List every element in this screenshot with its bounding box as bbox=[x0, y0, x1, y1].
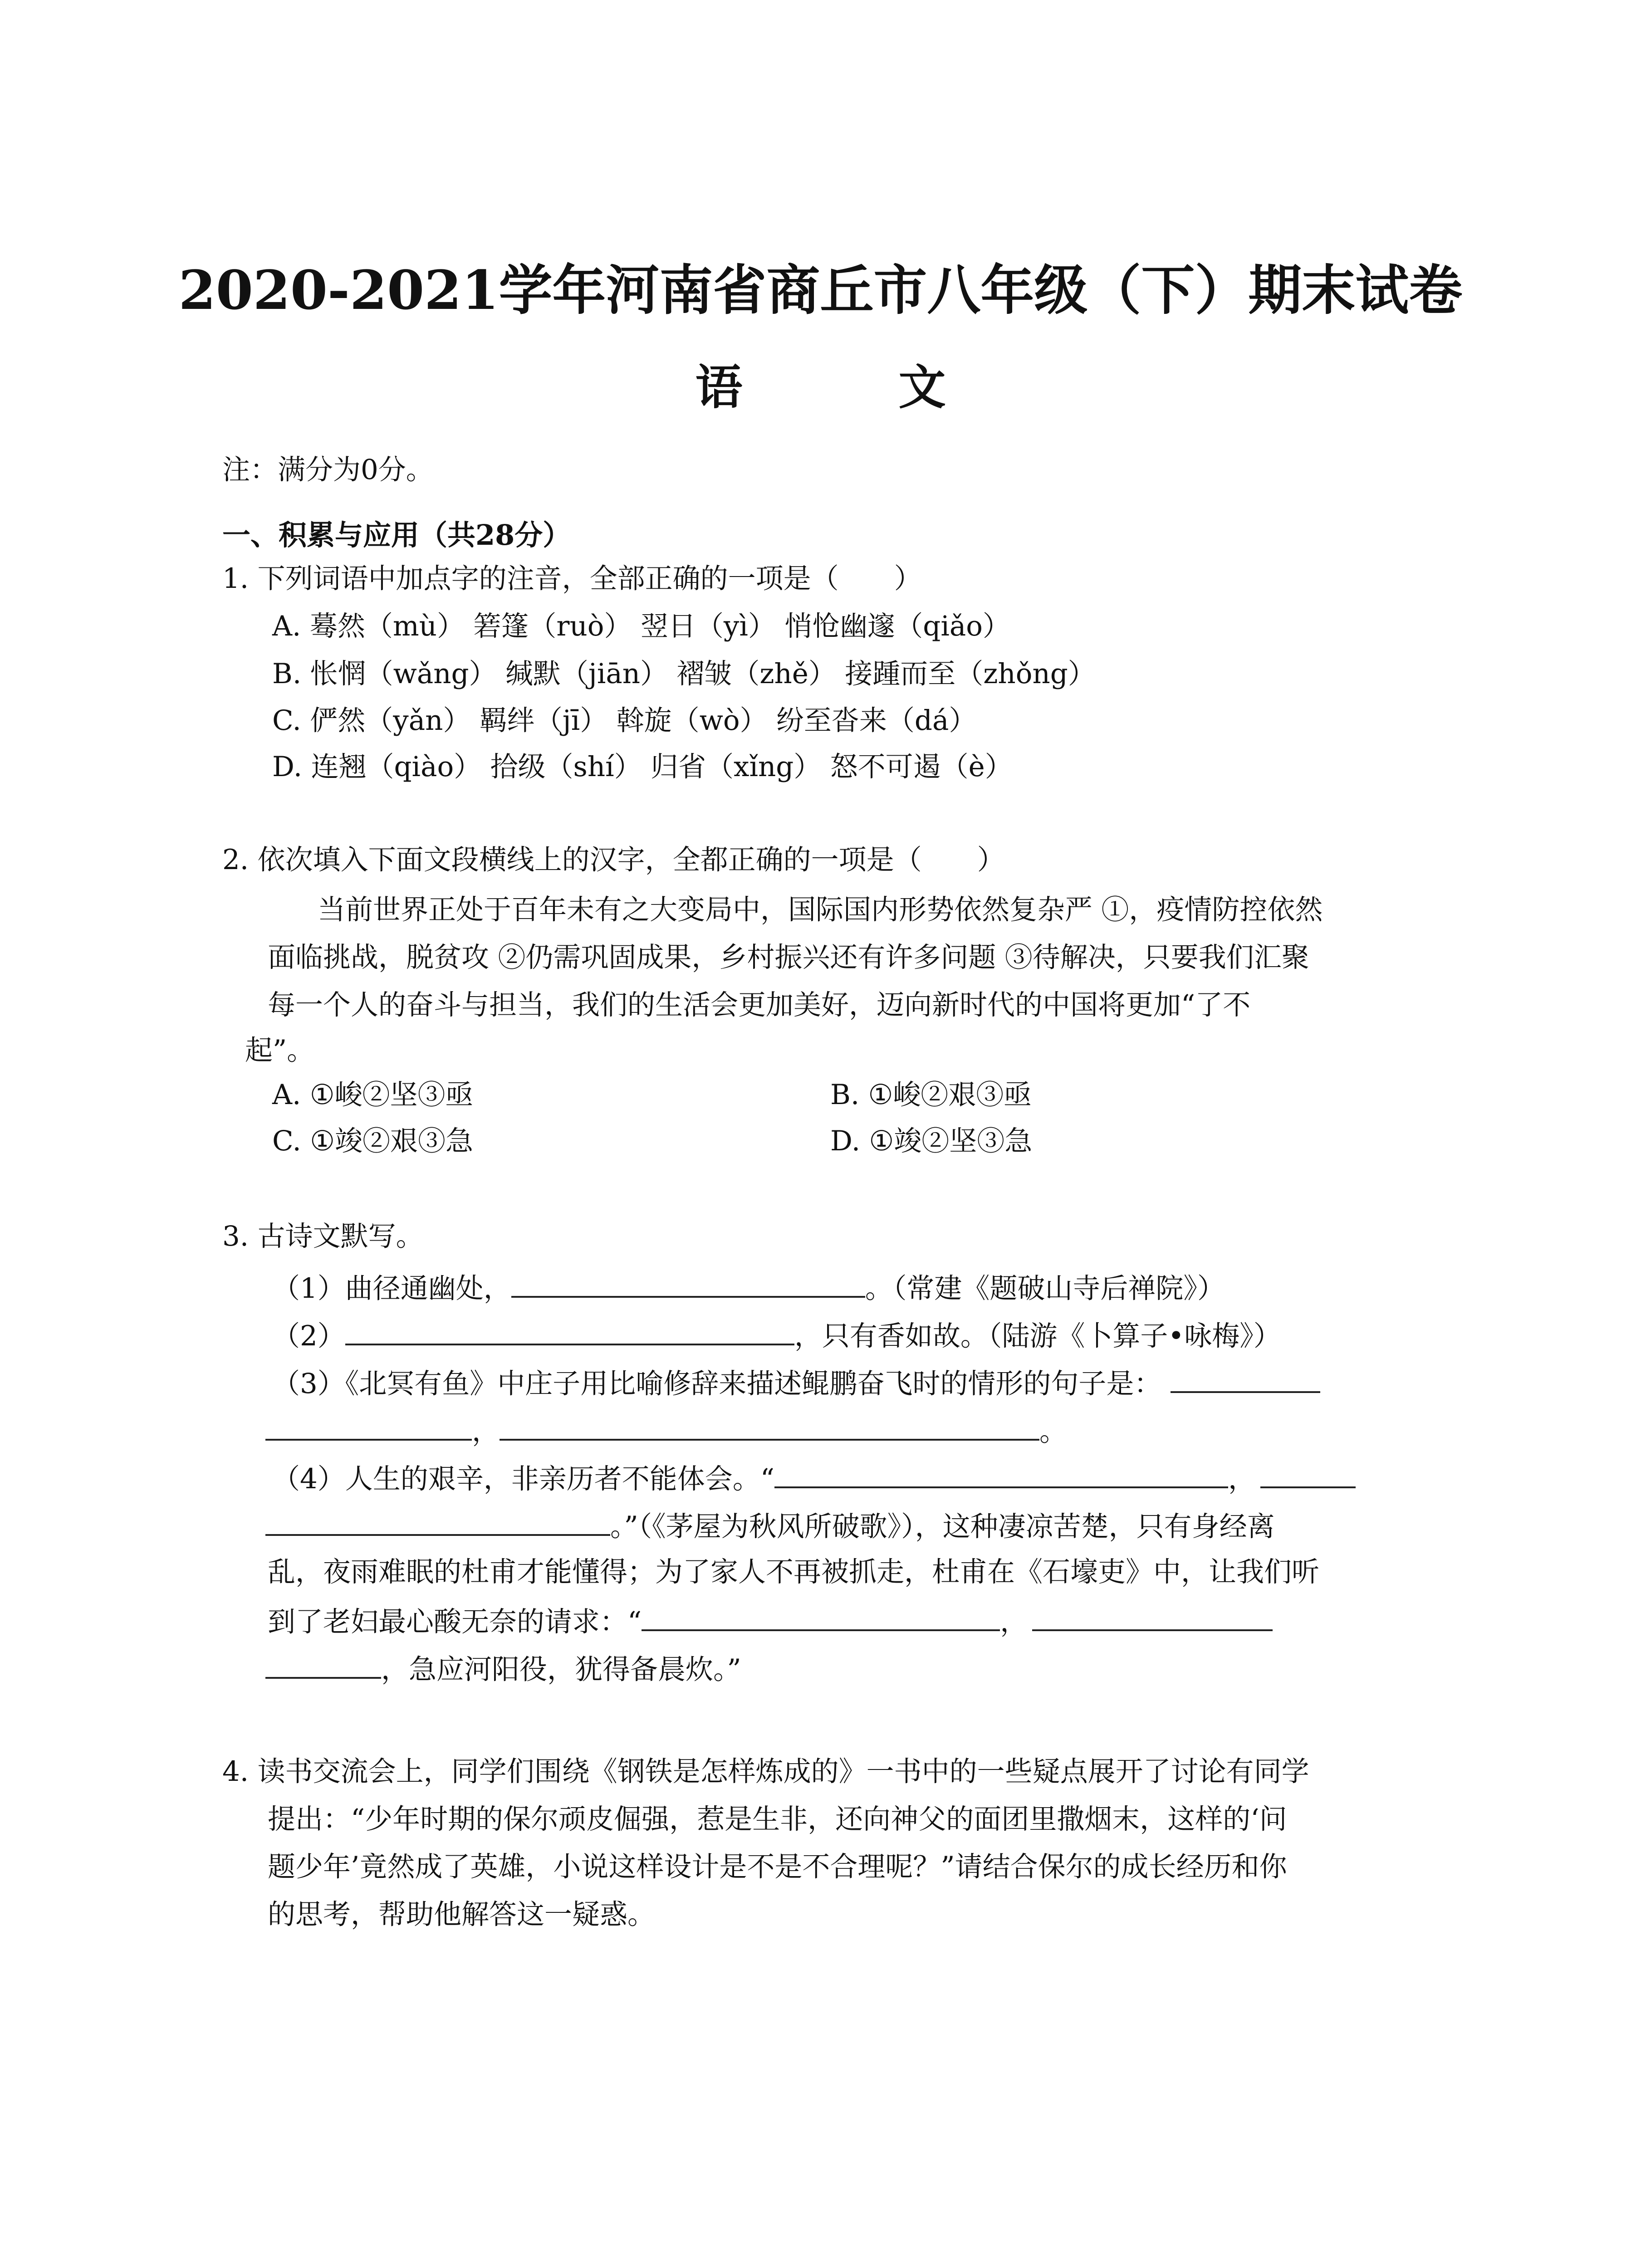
q1-option-c: C. 俨然（yǎn） 羁绊（jī） 斡旋（wò） 纷至沓来（dá） bbox=[272, 704, 977, 737]
q3-item-4-line3 bbox=[265, 1653, 741, 1686]
q1-stem: 1. 下列词语中加点字的注音，全部正确的一项是（ ） bbox=[222, 562, 922, 595]
q3-item-4-line: 乱，夜雨难眠的杜甫才能懂得；为了家人不再被抓走，杜甫在《石壕吏》中，让我们听 bbox=[268, 1556, 1320, 1588]
q4-line: 的思考，帮助他解答这一疑惑。 bbox=[268, 1898, 656, 1931]
q3-3-comma: ， bbox=[472, 1415, 500, 1447]
q3-item-3-cont bbox=[265, 1415, 1067, 1445]
q3-item-3 bbox=[272, 1368, 1320, 1398]
q3-4-prefix: （4）人生的艰辛，非亲历者不能体会。“ bbox=[272, 1463, 774, 1495]
q3-4-comma2: ， bbox=[1000, 1606, 1028, 1638]
q2-passage-line: 每一个人的奋斗与担当，我们的生活会更加美好，迈向新时代的中国将更加“了不 bbox=[268, 989, 1251, 1021]
q1-option-b: B. 怅惘（wǎng） 缄默（jiān） 褶皱（zhě） 接踵而至（zhǒng） bbox=[272, 658, 1096, 690]
q4-line: 4. 读书交流会上，同学们围绕《钢铁是怎样炼成的》一书中的一些疑点展开了讨论有同学 bbox=[222, 1755, 1309, 1788]
answer-blank[interactable] bbox=[265, 1653, 381, 1679]
q3-4-source: 。”（《茅屋为秋风所破歌》），这种凄凉苦楚，只有身经离 bbox=[610, 1510, 1275, 1543]
answer-blank[interactable] bbox=[500, 1415, 1039, 1441]
q3-item-2 bbox=[272, 1320, 1281, 1350]
q4-line: 提出：“少年时期的保尔顽皮倔强，惹是生非，还向神父的面团里撒烟末，这样的‘问 bbox=[268, 1803, 1287, 1835]
answer-blank[interactable] bbox=[1032, 1606, 1273, 1631]
q3-item-4-line2 bbox=[268, 1606, 1273, 1636]
answer-blank[interactable] bbox=[511, 1272, 865, 1298]
q3-3-period: 。 bbox=[1039, 1415, 1068, 1447]
q3-stem: 3. 古诗文默写。 bbox=[222, 1220, 424, 1252]
q3-4-request: 到了老妇最心酸无奈的请求：“ bbox=[268, 1606, 642, 1638]
q3-2-suffix: ，只有香如故。（陆游《卜算子•咏梅》） bbox=[794, 1320, 1281, 1352]
section-1-title: 一、积累与应用（共28分） bbox=[222, 518, 571, 552]
q3-4-comma: ， bbox=[1228, 1463, 1256, 1495]
answer-blank[interactable] bbox=[345, 1320, 794, 1345]
q3-item-4-cont bbox=[265, 1510, 1275, 1543]
q2-stem: 2. 依次填入下面文段横线上的汉字，全都正确的一项是（ ） bbox=[222, 844, 1005, 876]
answer-blank[interactable] bbox=[1260, 1463, 1356, 1488]
q3-2-prefix: （2） bbox=[272, 1320, 345, 1352]
q3-1-prefix: （1）曲径通幽处， bbox=[272, 1272, 511, 1305]
answer-blank[interactable] bbox=[642, 1606, 1000, 1631]
q2-option-c: C. ①竣②艰③急 bbox=[272, 1125, 473, 1157]
q3-4-ending: ，急应河阳役，犹得备晨炊。” bbox=[381, 1653, 741, 1686]
q2-passage-line: 面临挑战，脱贫攻 ②仍需巩固成果，乡村振兴还有许多问题 ③待解决，只要我们汇聚 bbox=[268, 941, 1309, 973]
q2-passage-line: 当前世界正处于百年未有之大变局中，国际国内形势依然复杂严 ①，疫情防控依然 bbox=[318, 894, 1323, 926]
q1-option-d: D. 连翘（qiào） 拾级（shí） 归省（xǐng） 怒不可遏（è） bbox=[272, 751, 1013, 783]
q2-option-d: D. ①竣②坚③急 bbox=[830, 1125, 1033, 1157]
q1-option-a: A. 蓦然（mù） 箬篷（ruò） 翌日（yì） 悄怆幽邃（qiǎo） bbox=[272, 610, 1010, 642]
answer-blank[interactable] bbox=[1171, 1368, 1320, 1393]
q3-item-1 bbox=[272, 1272, 1225, 1305]
q3-3-prefix: （3）《北冥有鱼》中庄子用比喻修辞来描述鲲鹏奋飞时的情形的句子是： bbox=[272, 1368, 1162, 1400]
exam-title: 2020-2021学年河南省商丘市八年级（下）期末试卷 bbox=[178, 259, 1463, 322]
score-note: 注：满分为0分。 bbox=[222, 454, 434, 486]
answer-blank[interactable] bbox=[265, 1510, 610, 1536]
q2-option-b: B. ①峻②艰③亟 bbox=[830, 1079, 1032, 1111]
subject-title: 语 文 bbox=[695, 359, 1000, 415]
answer-blank[interactable] bbox=[774, 1463, 1228, 1488]
answer-blank[interactable] bbox=[265, 1415, 472, 1441]
q2-option-a: A. ①峻②坚③亟 bbox=[272, 1079, 473, 1111]
q3-item-4 bbox=[272, 1463, 1356, 1493]
q3-1-suffix: 。（常建《题破山寺后禅院》） bbox=[865, 1272, 1225, 1305]
q4-line: 题少年’竟然成了英雄，小说这样设计是不是不合理呢？”请结合保尔的成长经历和你 bbox=[268, 1851, 1287, 1883]
q2-passage-line: 起”。 bbox=[245, 1034, 315, 1066]
